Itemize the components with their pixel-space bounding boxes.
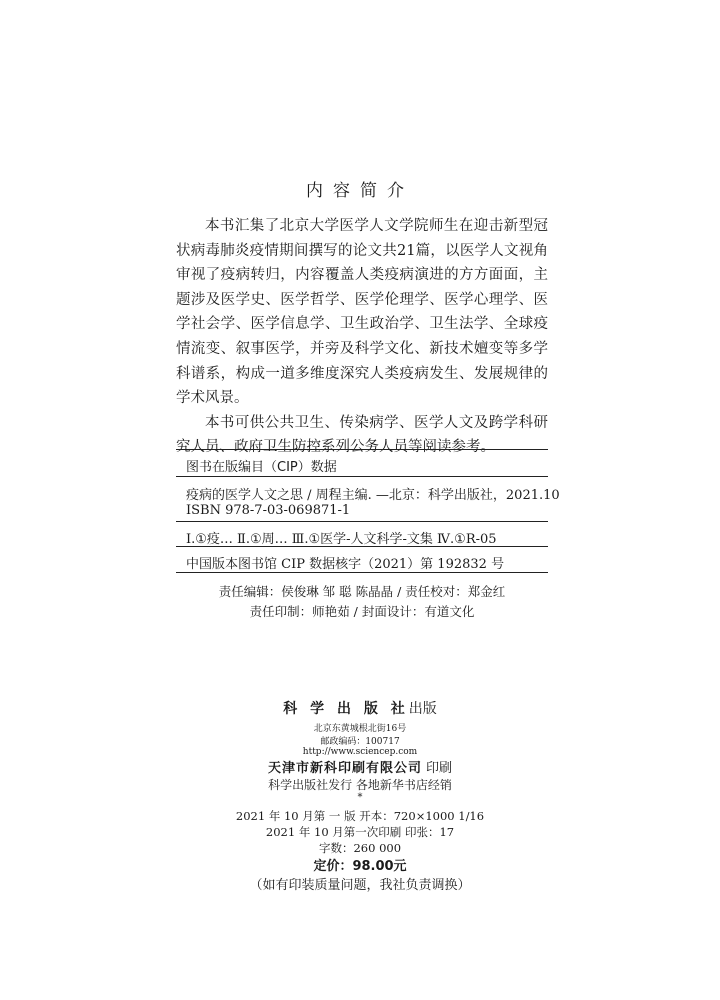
cip-heading: 图书在版编目（CIP）数据 <box>186 460 337 475</box>
printing-line: 2021 年 10 月第一次印刷 印张：17 <box>265 825 455 839</box>
summary-body <box>176 214 548 460</box>
distribution-line: 科学出版社发行 各地新华书店经销 <box>268 778 452 792</box>
credits-editors: 责任编辑：侯俊琳 邹 聪 陈晶晶 / 责任校对：郑金红 <box>218 584 506 599</box>
publisher-address: 北京东黄城根北街16号 <box>313 724 407 734</box>
cip-rule-2 <box>176 521 548 522</box>
word-count-line: 字数：260 000 <box>318 841 402 855</box>
cip-top-rule <box>176 449 548 450</box>
publisher-name: 科 学 出 版 社 <box>283 701 409 717</box>
publisher-suffix: 出版 <box>408 701 437 717</box>
summary-paragraph-2: 本书可供公共卫生、传染病学、医学人文及跨学科研究人员、政府卫生防控系列公务人员等阅读参考。 <box>176 414 548 456</box>
quality-note: （如有印装质量问题，我社负责调换） <box>249 878 471 893</box>
cip-isbn-line: ISBN 978-7-03-069871-1 <box>186 503 351 518</box>
separator-star: * <box>357 792 363 803</box>
summary-title: 内容简介 <box>306 181 414 201</box>
edition-line: 2021 年 10 月第 一 版 开本：720×1000 1/16 <box>235 809 485 823</box>
publisher-line <box>0 698 720 718</box>
publisher-postcode: 邮政编码：100717 <box>320 737 400 747</box>
printer-line <box>0 757 720 776</box>
credits-production: 责任印制：师艳茹 / 封面设计：有道文化 <box>249 604 475 619</box>
cip-title-line: 疫病的医学人文之思 / 周程主编. —北京：科学出版社，2021.10 <box>186 488 560 503</box>
cip-heading-rule <box>176 476 548 477</box>
summary-paragraph-1: 本书汇集了北京大学医学人文学院师生在迎击新型冠状病毒肺炎疫情期间撰写的论文共21篇，以医学人文视角审视了疫病转归，内容覆盖人类疫病演进的方方面面，主题涉及医学史、医学哲学、医学伦理学、医学心理学、医学社会学、医学信息学、卫生政治学、卫生法学、全球疫情流变、叙事医学，并旁及科学文化、新技术嬗变等多学科谱系，构成一道多维度深究人类疫病发生、发展规律的学术风景。 <box>176 218 548 407</box>
cip-bottom-rule <box>176 572 548 573</box>
cip-record-line: 中国版本图书馆 CIP 数据核字（2021）第 192832 号 <box>186 557 505 572</box>
printer-name: 天津市新科印刷有限公司 <box>267 761 422 776</box>
publisher-website[interactable]: http://www.sciencep.com <box>302 747 418 757</box>
price-line: 定价：98.00元 <box>313 859 407 874</box>
cip-rule-3 <box>176 546 548 547</box>
printer-suffix: 印刷 <box>426 761 453 776</box>
cip-classification-line: Ⅰ.①疫… Ⅱ.①周… Ⅲ.①医学-人文科学-文集 Ⅳ.①R-05 <box>186 532 497 547</box>
